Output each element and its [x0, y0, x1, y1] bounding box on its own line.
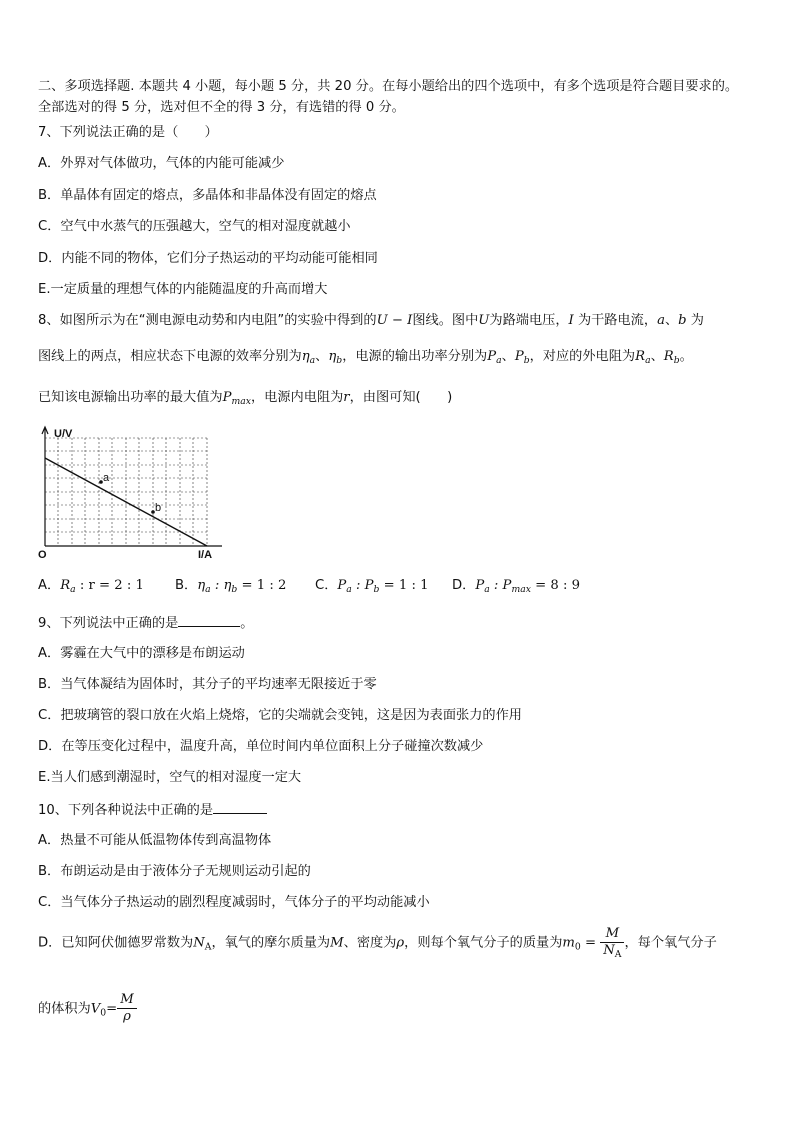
- q8-stem-line1: 8、如图所示为在“测电源电动势和内电阻”的实验中得到的U − I图线。图中U为路端电压，I 为干路电流，a、b 为: [38, 313, 704, 328]
- answer-blank[interactable]: [213, 801, 267, 814]
- q7-option-c: C．空气中水蒸气的压强越大，空气的相对湿度就越小: [38, 219, 351, 234]
- section-instruction-line2: 全部选对的得 5 分，选对但不全的得 3 分，有选错的得 0 分。: [38, 100, 405, 115]
- graph-axes: [42, 427, 222, 546]
- fraction-m-over-na: $\frac{M}{N_A}$: [600, 926, 624, 959]
- q8-option-c: C．$P_a$ : $P_b = 1$ : 1: [315, 578, 429, 595]
- ui-symbol: U − I: [376, 313, 413, 328]
- q10-option-b: B．布朗运动是由于液体分子无规则运动引起的: [38, 864, 311, 879]
- q10-option-a: A．热量不可能从低温物体传到高温物体: [38, 833, 272, 848]
- q9-option-b: B．当气体凝结为固体时，其分子的平均速率无限接近于零: [38, 677, 377, 692]
- q10-option-d-line2: 的体积为$V_0=$ $\frac{M}{\rho}$: [38, 992, 137, 1027]
- q7-option-d: D．内能不同的物体，它们分子热运动的平均动能可能相同: [38, 251, 378, 266]
- q8-stem-line2: 图线上的两点，相应状态下电源的效率分别为$\eta_a$、$\eta_b$，电源的输出功率分别为$P_a$、$P_b$，对应的外电阻为$R_a$、$R_b$。: [38, 349, 693, 366]
- origin-label: O: [38, 549, 47, 561]
- fraction-m-over-rho: $\frac{M}{\rho}$: [117, 992, 137, 1025]
- q8-stem-line3: 已知该电源输出功率的最大值为$P_{max}$，电源内电阻为r，由图可知( ): [38, 390, 453, 407]
- q10-stem: 10、下列各种说法中正确的是: [38, 801, 267, 820]
- point-b-label: b: [155, 502, 162, 514]
- x-axis-label: I/A: [198, 549, 213, 561]
- point-a-label: a: [103, 472, 110, 484]
- q9-option-d: D．在等压变化过程中，温度升高，单位时间内单位面积上分子碰撞次数减少: [38, 739, 484, 754]
- q7-option-b: B．单晶体有固定的熔点，多晶体和非晶体没有固定的熔点: [38, 188, 377, 203]
- q7-option-a: A．外界对气体做功，气体的内能可能减少: [38, 156, 285, 171]
- q8-option-d: D．$P_a$ : $P_{max} = 8$ : 9: [452, 578, 580, 595]
- q10-option-c: C．当气体分子热运动的剧烈程度减弱时，气体分子的平均动能减小: [38, 895, 430, 910]
- graph-grid: [45, 438, 207, 546]
- q7-stem: 7、下列说法正确的是（ ）: [38, 125, 218, 140]
- q7-option-e: E.一定质量的理想气体的内能随温度的升高而增大: [38, 282, 328, 297]
- q9-option-c: C．把玻璃管的裂口放在火焰上烧熔，它的尖端就会变钝，这是因为表面张力的作用: [38, 708, 522, 723]
- y-axis-label: U/V: [54, 428, 73, 440]
- section-instruction-line1: 二、多项选择题. 本题共 4 小题，每小题 5 分，共 20 分。在每小题给出的四个选项中，有多个选项是符合题目要求的。: [38, 79, 739, 94]
- q10-option-d-line1: D．已知阿伏伽德罗常数为$N_A$，氧气的摩尔质量为M、密度为ρ，则每个氧气分子的质量为$m_0$ = $\frac{M}{N_A}$ ，每个氧气分子: [38, 926, 717, 960]
- answer-blank[interactable]: [178, 614, 240, 627]
- q8-option-b: B．$\eta_a$ : $\eta_b = 1$ : 2: [175, 578, 287, 595]
- ui-graph: [34, 424, 234, 562]
- q9-option-e: E.当人们感到潮湿时，空气的相对湿度一定大: [38, 770, 302, 785]
- q8-option-a: A．$R_a$ : r = 2 : 1: [38, 578, 144, 595]
- q9-option-a: A．雾霾在大气中的漂移是布朗运动: [38, 646, 245, 661]
- q9-stem: 9、下列说法中正确的是 。: [38, 616, 254, 631]
